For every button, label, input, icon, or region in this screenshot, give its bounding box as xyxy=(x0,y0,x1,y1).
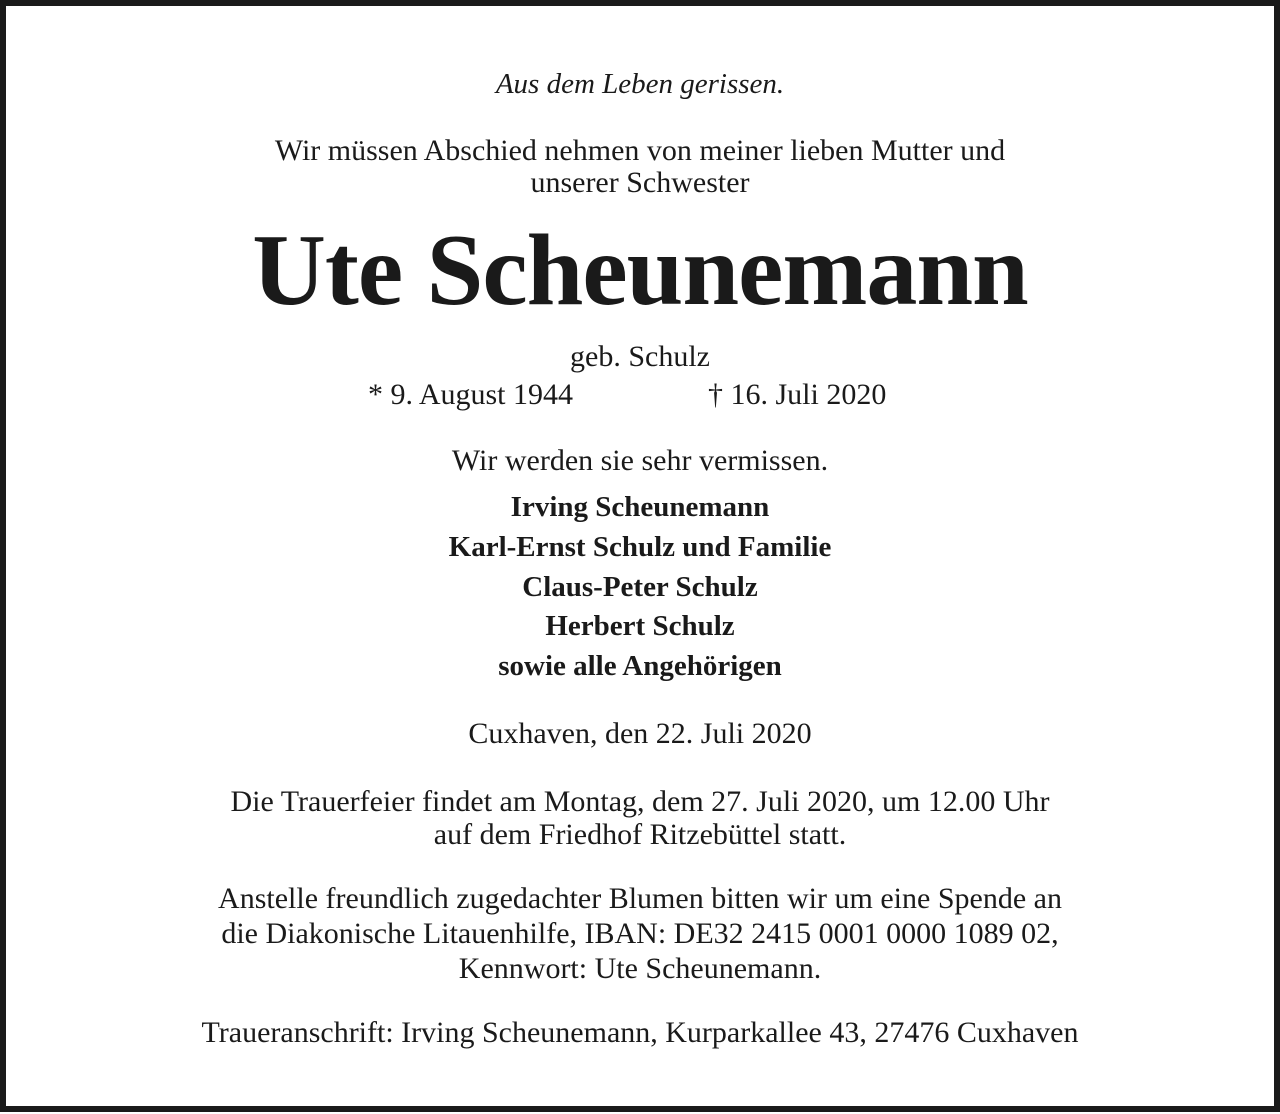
place-date: Cuxhaven, den 22. Juli 2020 xyxy=(468,717,812,750)
funeral-line-2: auf dem Friedhof Ritzebüttel statt. xyxy=(433,818,847,851)
mourner-name: Irving Scheunemann xyxy=(510,491,770,523)
motto: Aus dem Leben gerissen. xyxy=(495,68,785,100)
donation-line-1: Anstelle freundlich zugedachter Blumen bitten wir um eine Spende an xyxy=(218,882,1062,915)
intro-line-1: Wir müssen Abschied nehmen von meiner lieben Mutter und xyxy=(274,134,1006,167)
donation-line-2: die Diakonische Litauenhilfe, IBAN: DE32 2415 0001 0000 1089 02, xyxy=(221,917,1059,950)
donation-line-3: Kennwort: Ute Scheunemann. xyxy=(458,952,822,985)
birth-date: * 9. August 1944 xyxy=(368,378,574,411)
maiden-name: geb. Schulz xyxy=(570,340,710,373)
intro-line-2: unserer Schwester xyxy=(530,166,750,199)
mourning-address: Traueranschrift: Irving Scheunemann, Kurparkallee 43, 27476 Cuxhaven xyxy=(201,1016,1079,1049)
deceased-name: Ute Scheunemann xyxy=(252,214,1028,327)
mourner-name: Karl-Ernst Schulz und Familie xyxy=(448,531,832,563)
mourner-name: Claus-Peter Schulz xyxy=(522,571,758,603)
death-date: † 16. Juli 2020 xyxy=(708,378,887,411)
missed-text: Wir werden sie sehr vermissen. xyxy=(451,444,829,477)
mourner-name: Herbert Schulz xyxy=(545,610,735,642)
mourner-name: sowie alle Angehörigen xyxy=(498,650,782,682)
funeral-line-1: Die Trauerfeier findet am Montag, dem 27. Juli 2020, um 12.00 Uhr xyxy=(230,785,1050,818)
